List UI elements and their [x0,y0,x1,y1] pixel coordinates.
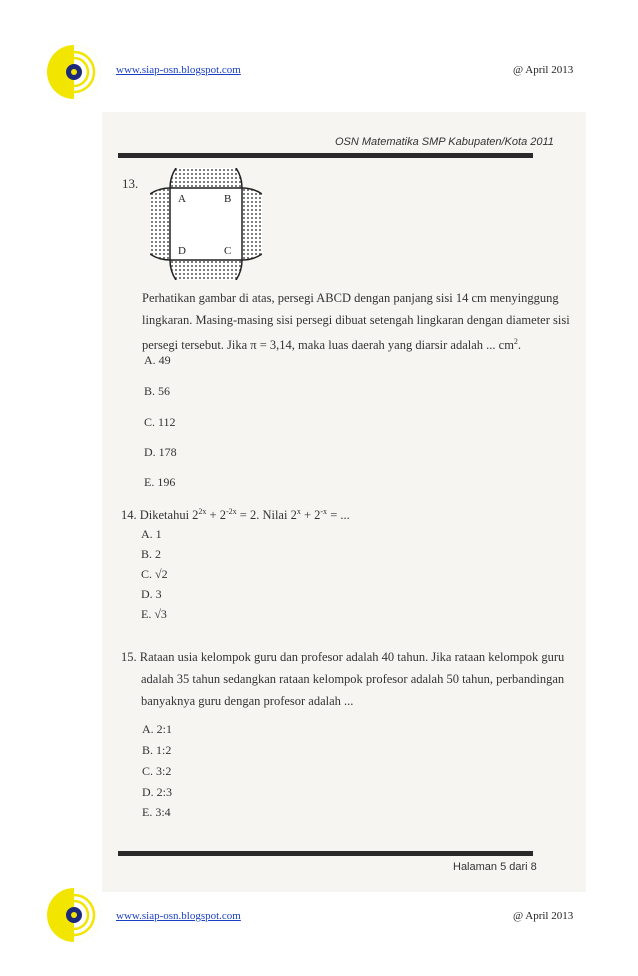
q15-option-a: A. 2:1 [142,722,172,736]
q13-option-d: D. 178 [144,445,177,459]
q13-number: 13. [122,176,139,191]
header-rule [118,153,533,158]
q15-line-2: adalah 35 tahun sedangkan rataan kelompok profesor adalah 50 tahun, perbandingan [141,672,565,686]
q15-text [121,646,564,712]
running-header: OSN Matematika SMP Kabupaten/Kota 2011 [335,136,554,148]
footer-rule [118,851,533,856]
label-c: C [224,245,232,257]
q13-option-b: B. 56 [144,384,171,398]
q14-option-a: A. 1 [141,527,162,541]
q13-option-a: A. 49 [144,353,171,367]
q13-option-e: E. 196 [144,475,176,489]
q14-option-e: E. √3 [141,607,167,621]
q14-option-d: D. 3 [141,587,162,601]
footer-site-link[interactable]: www.siap-osn.blogspot.com [116,910,241,922]
page-number: Halaman 5 dari 8 [453,861,537,873]
header-date: @ April 2013 [513,64,574,76]
q13-option-c: C. 112 [144,415,176,429]
label-d: D [178,245,186,257]
q13-line-1: Perhatikan gambar di atas, persegi ABCD dengan panjang sisi 14 cm menyinggung [142,291,559,305]
q13-figure [150,168,262,280]
q14-option-b: B. 2 [141,547,162,561]
q15-line-3: banyaknya guru dengan profesor adalah ... [141,694,354,708]
footer-logo-icon [46,887,102,943]
q15-option-e: E. 3:4 [142,805,171,819]
q13-line-3: persegi tersebut. Jika π = 3,14, maka luas daerah yang diarsir adalah ... $cm^2$. [142,337,522,353]
q15-option-c: C. 3:2 [142,764,172,778]
q15-option-b: B. 1:2 [142,743,172,757]
label-a: A [178,193,186,205]
q15-option-d: D. 2:3 [142,785,172,799]
logo-icon [46,44,102,100]
q15-line-1: 15. Rataan usia kelompok guru dan profesor adalah 40 tahun. Jika rataan kelompok guru [121,650,565,664]
footer-date: @ April 2013 [513,910,574,922]
q14-text: 14. Diketahui $2^{2x} + 2^{-2x} = 2$. Nilai $2^x + 2^{-x}$ = ... [121,507,350,523]
label-b: B [224,193,232,205]
q13-line-2: lingkaran. Masing-masing sisi persegi dibuat setengah lingkaran dengan diameter sisi [142,313,570,327]
q14-option-c: C. √2 [141,567,168,581]
header-site-link[interactable]: www.siap-osn.blogspot.com [116,64,241,76]
q13-text [142,287,570,356]
